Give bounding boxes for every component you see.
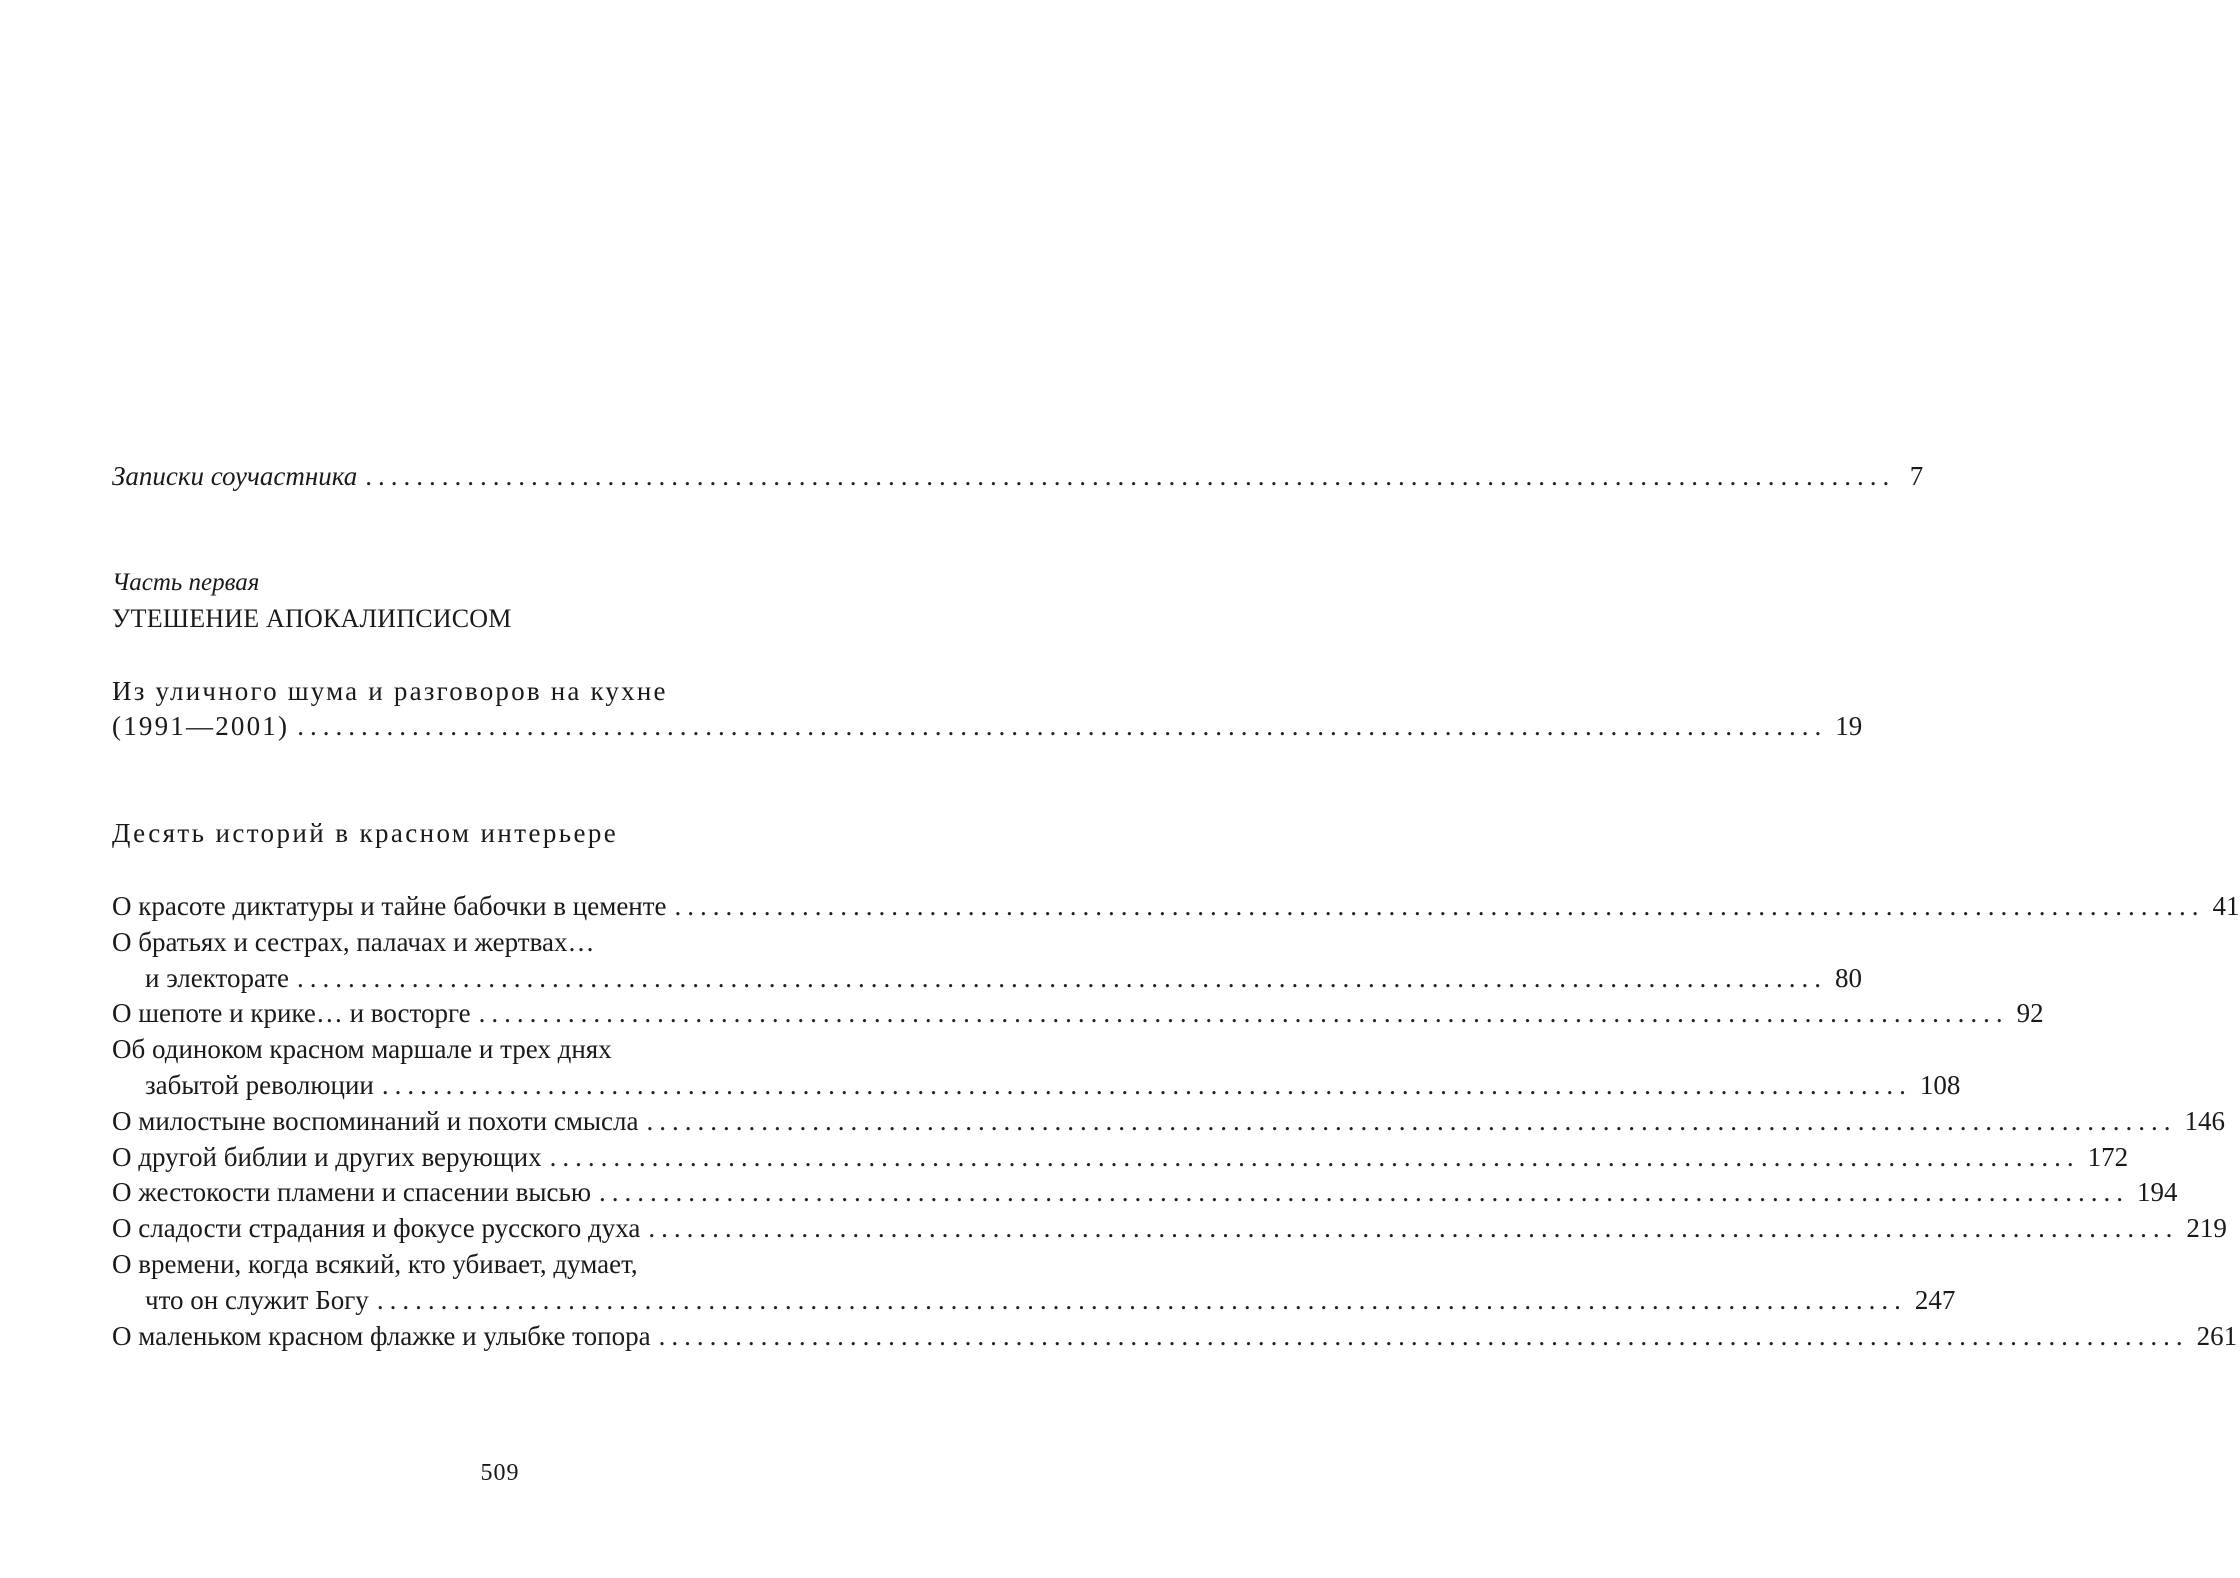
toc-entry-title: О сладости страдания и фокусе русского духа (112, 1213, 641, 1244)
toc-entry (145, 1067, 1961, 1103)
toc-page-number: 146 (2184, 1105, 2225, 1136)
toc-entry (145, 960, 1863, 996)
page-number: 509 (480, 1460, 520, 1486)
toc-entry-title: О красоте диктатуры и тайне бабочки в цементе (112, 891, 667, 921)
toc-entry-title: О жестокости пламени и спасении высью (112, 1177, 592, 1208)
toc-entry-title: забытой революции (145, 1070, 374, 1100)
dot-leader: ........................................................................................................................ (648, 1213, 2179, 1244)
toc-entry (112, 1210, 2227, 1246)
toc-entry-title: О шепоте и крике… и восторге (112, 998, 471, 1029)
toc-page-number: 261 (2196, 1320, 2238, 1351)
toc-entry-title-cont: (1991—2001) (112, 711, 290, 741)
toc-entry-title: что он служит Богу (145, 1284, 369, 1315)
toc-entry-title: О милостыне воспоминаний и похоти смысла (112, 1105, 639, 1136)
toc-entry (112, 995, 2044, 1031)
toc-page-number: 172 (2087, 1141, 2129, 1172)
toc-entry-first-line: О времени, когда всякий, кто убивает, думает, (112, 1249, 638, 1279)
dot-leader: ........................................................................................................................ (365, 461, 1896, 491)
dot-leader: ........................................................................................................................ (549, 1141, 2080, 1172)
dot-leader: ........................................................................................................................ (297, 962, 1828, 993)
toc-entry-title: Записки соучастника (112, 461, 358, 491)
toc-page-number: 219 (2186, 1213, 2227, 1244)
toc-entry-street-line1 (112, 673, 668, 709)
dot-leader: ........................................................................................................................ (646, 1105, 2177, 1136)
toc-entry (145, 1282, 1956, 1318)
toc-entry-title: О другой библии и других верующих (112, 1141, 542, 1172)
toc-entry (112, 1318, 2238, 1354)
dot-leader: ........................................................................................................................ (674, 891, 2205, 921)
toc-entry (112, 1103, 2225, 1139)
toc-entry-intro (112, 458, 1924, 494)
part-title: УТЕШЕНИЕ АПОКАЛИПСИСОМ (112, 604, 512, 633)
section-heading: Десять историй в красном интерьере (112, 818, 619, 848)
dot-leader: ........................................................................................................................ (376, 1284, 1907, 1315)
toc-page-number: 80 (1835, 962, 1863, 993)
toc-entry (112, 1139, 2129, 1175)
dot-leader: ........................................................................................................................ (297, 711, 1828, 741)
toc-entry (112, 1174, 2178, 1210)
toc-entry (112, 888, 2240, 924)
part-label: Часть первая (112, 569, 260, 596)
toc-page-number: 41 (2212, 891, 2240, 921)
toc-page-number: 92 (2016, 998, 2044, 1029)
toc-page-number: 108 (1919, 1070, 1961, 1100)
toc-page-number: 194 (2137, 1177, 2178, 1208)
toc-page-number: 247 (1914, 1284, 1956, 1315)
toc-entry-title: и электорате (145, 962, 290, 993)
toc-entry-street (112, 708, 1863, 744)
toc-page-number: 7 (1909, 461, 1924, 491)
toc-entry-title: О маленьком красном флажке и улыбке топора (112, 1320, 651, 1351)
toc-entry-first-line: О братьях и сестрах, палачах и жертвах… (112, 926, 595, 957)
toc-page-number: 19 (1835, 711, 1863, 741)
dot-leader: ........................................................................................................................ (381, 1070, 1912, 1100)
dot-leader: ........................................................................................................................ (478, 998, 2009, 1029)
toc-entry-title: Из уличного шума и разговоров на кухне (112, 676, 668, 706)
toc-entry-first-line: Об одиноком красном маршале и трех днях (112, 1034, 612, 1065)
dot-leader: ........................................................................................................................ (599, 1177, 2130, 1208)
dot-leader: ........................................................................................................................ (658, 1320, 2189, 1351)
